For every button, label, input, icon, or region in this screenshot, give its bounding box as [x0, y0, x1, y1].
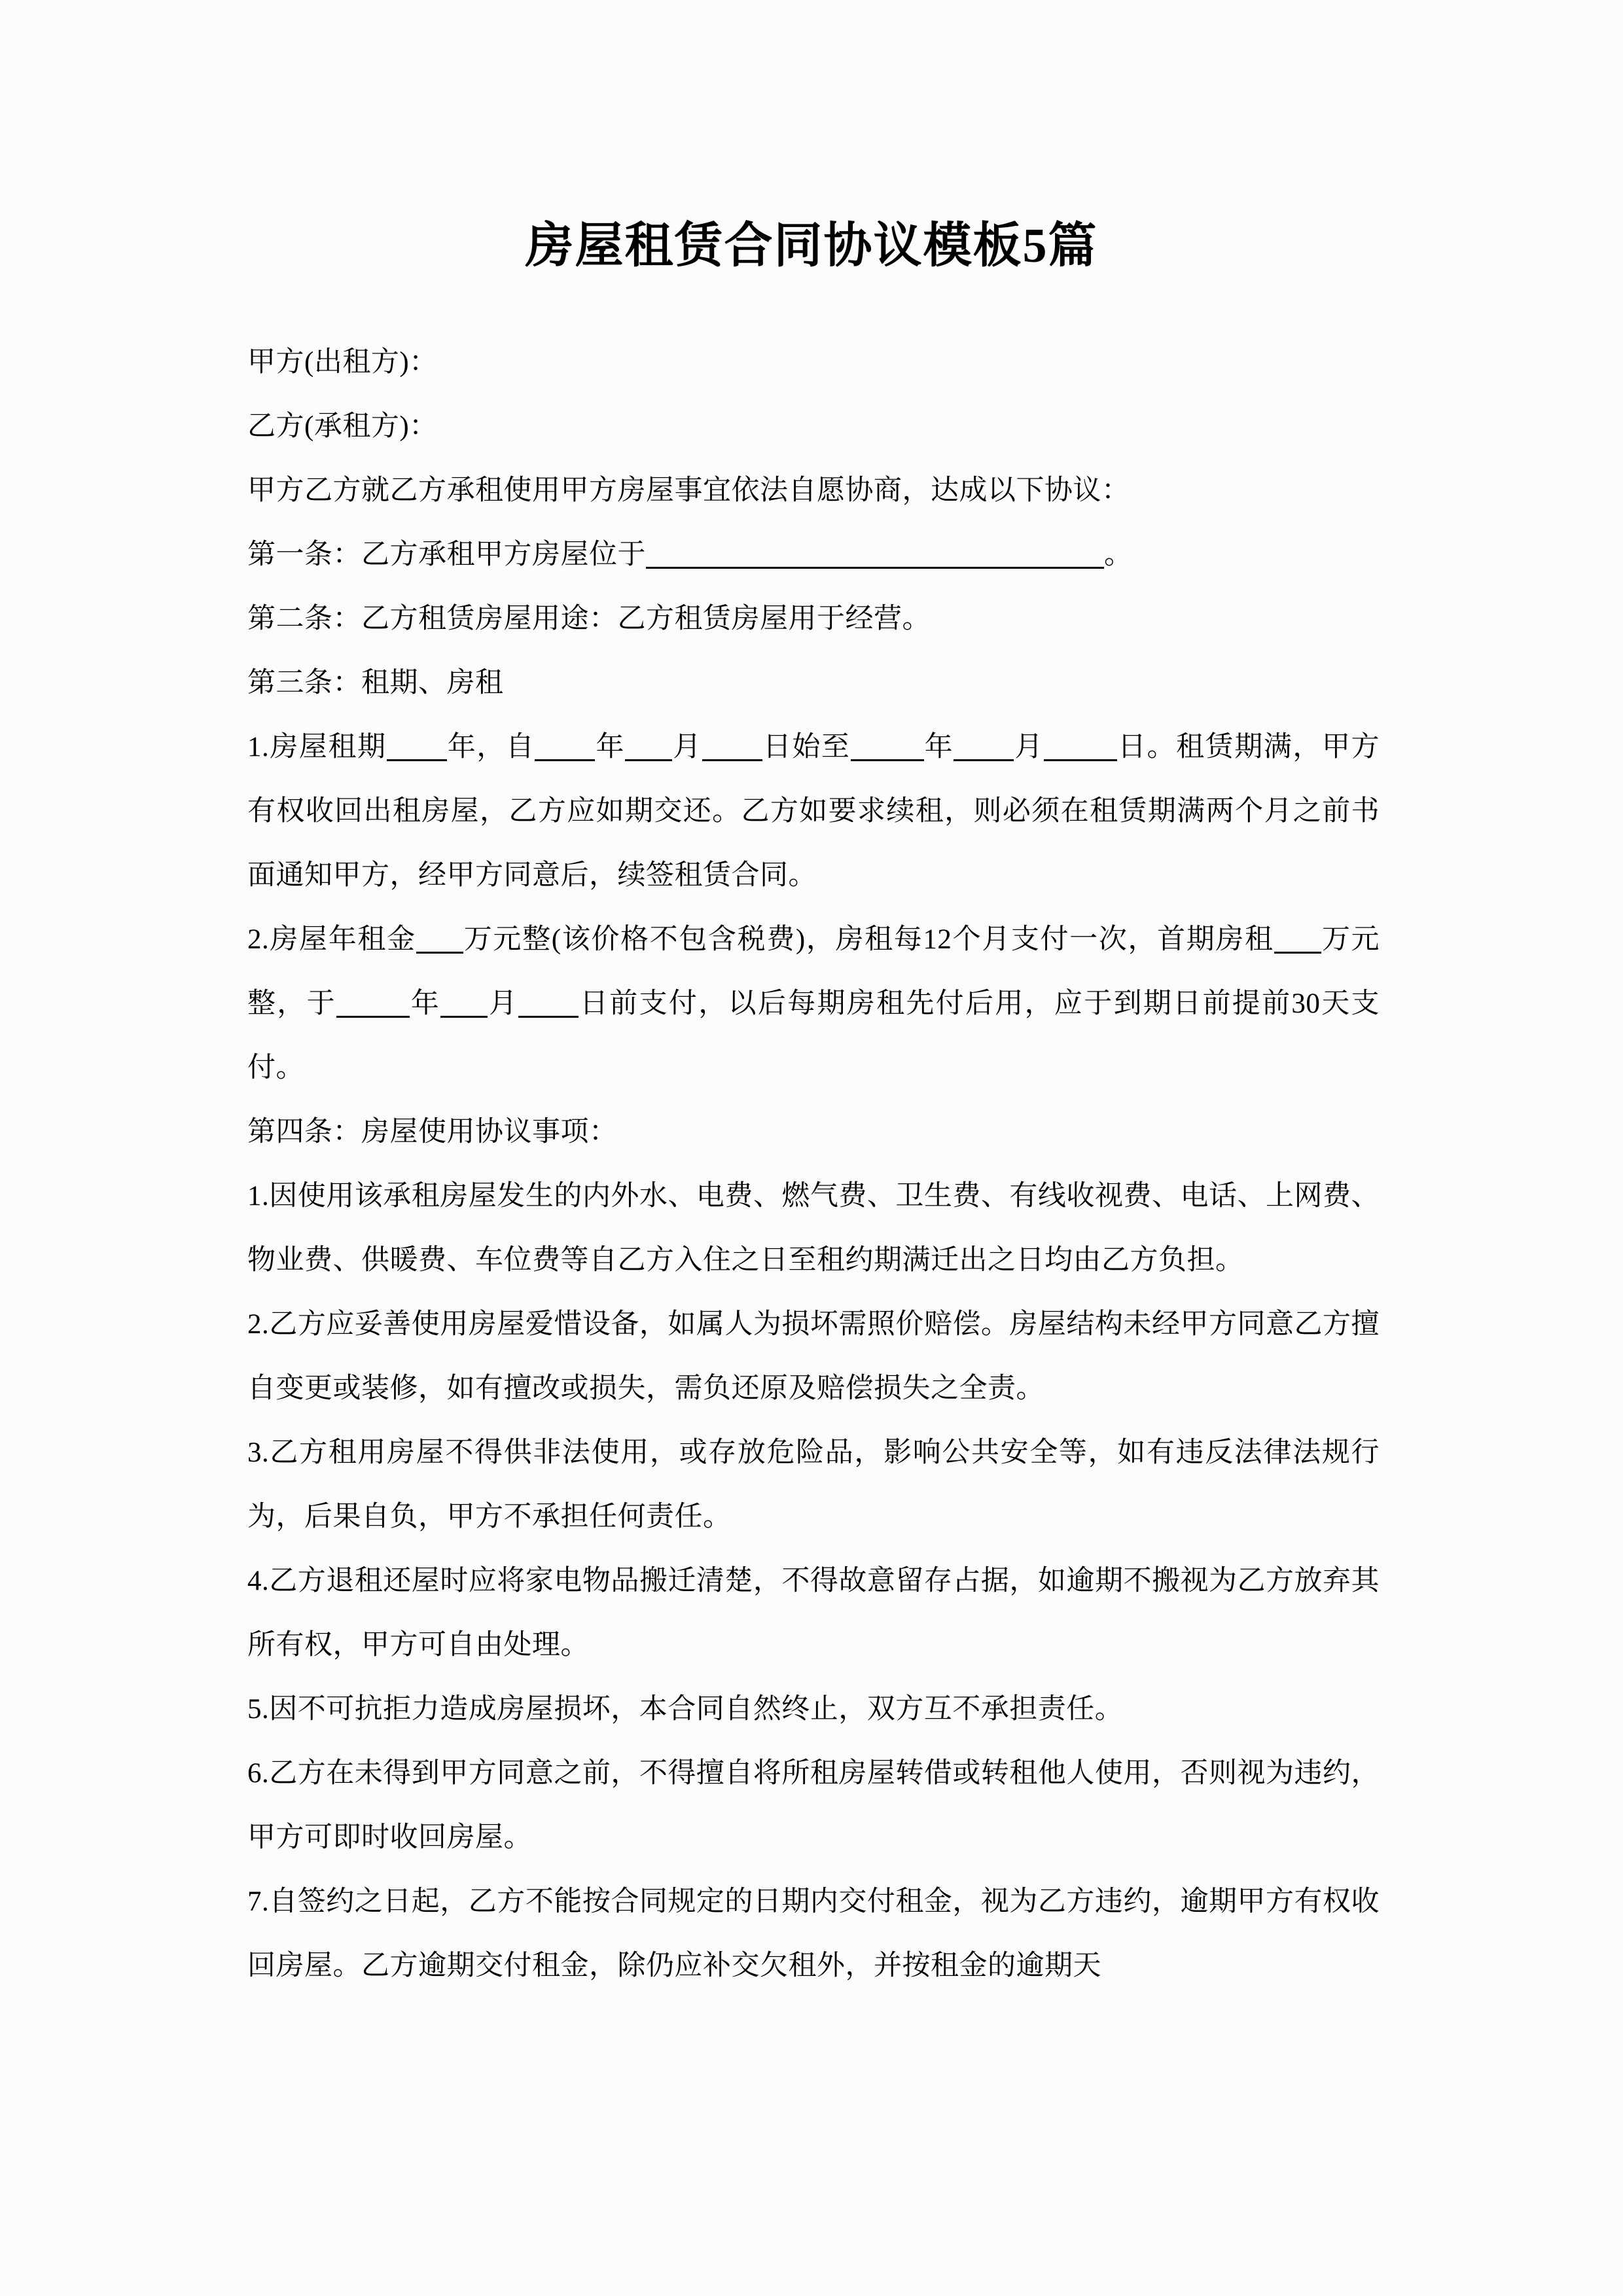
paragraph-item-4-6: 6.乙方在未得到甲方同意之前，不得擅自将所租房屋转借或转租他人使用，否则视为违约，甲方可即时收回房屋。	[247, 1758, 1380, 1853]
fill-blank-end-day	[1044, 737, 1117, 761]
fill-blank-address	[646, 545, 1104, 569]
item-3-1-seg-2: 年	[595, 732, 626, 762]
paragraph-party-a: 甲方(出租方)：	[247, 347, 438, 378]
fill-blank-pay-month	[440, 994, 488, 1018]
paragraph-article-4: 第四条：房屋使用协议事项：	[247, 1117, 618, 1147]
item-3-1-seg-5: 年	[923, 732, 954, 762]
item-3-2-seg-2: 万元整，于	[247, 924, 1380, 1019]
paragraph-item-4-4: 4.乙方退租还屋时应将家电物品搬迁清楚，不得故意留存占据，如逾期不搬视为乙方放弃其所有权，甲方可自由处理。	[247, 1566, 1380, 1660]
item-3-1-seg-1: 年，自	[446, 732, 535, 762]
fill-blank-pay-day	[518, 994, 579, 1018]
paragraph-party-b: 乙方(承租方)：	[247, 411, 438, 442]
article-1-prefix: 第一条：乙方承租甲方房屋位于	[247, 539, 646, 570]
fill-blank-start-month	[625, 737, 672, 761]
fill-blank-end-year	[851, 737, 924, 761]
fill-blank-start-day	[702, 737, 762, 761]
paragraph-item-3-1	[247, 715, 1380, 908]
article-1-suffix: 。	[1104, 539, 1133, 570]
fill-blank-annual-rent	[416, 929, 463, 954]
paragraph-item-4-7: 7.自签约之日起，乙方不能按合同规定的日期内交付租金，视为乙方违约，逾期甲方有权收回房屋。乙方逾期交付租金，除仍应补交欠租外，并按租金的逾期天	[247, 1886, 1380, 1981]
fill-blank-pay-year	[336, 994, 410, 1018]
paragraph-article-3: 第三条：租期、房租	[247, 668, 504, 698]
paragraph-item-4-1: 1.因使用该承租房屋发生的内外水、电费、燃气费、卫生费、有线收视费、电话、上网费、物业费、供暖费、车位费等自乙方入住之日至租约期满迁出之日均由乙方负担。	[247, 1181, 1380, 1276]
item-3-2-seg-1: 万元整(该价格不包含税费)，房租每12个月支付一次，首期房租	[463, 924, 1274, 955]
fill-blank-lease-years	[387, 737, 447, 761]
paragraph-item-3-2	[247, 908, 1380, 1100]
fill-blank-first-rent	[1274, 929, 1321, 954]
item-3-1-seg-4: 日始至	[762, 732, 851, 762]
item-3-1-seg-6: 月	[1014, 732, 1044, 762]
paragraph-article-1	[247, 523, 1380, 587]
paragraph-article-2: 第二条：乙方租赁房屋用途：乙方租赁房屋用于经营。	[247, 603, 931, 634]
item-3-1-seg-7: 日。租赁期满，甲方有权收回出租房屋，乙方应如期交还。乙方如要求续租，则必须在租赁期满两个月之前书面通知甲方，经甲方同意后，续签租赁合同。	[247, 732, 1380, 891]
item-3-2-seg-0: 2.房屋年租金	[247, 924, 416, 955]
paragraph-item-4-2: 2.乙方应妥善使用房屋爱惜设备，如属人为损坏需照价赔偿。房屋结构未经甲方同意乙方擅自变更或装修，如有擅改或损失，需负还原及赔偿损失之全责。	[247, 1309, 1380, 1404]
fill-blank-start-year	[535, 737, 595, 761]
item-3-1-seg-3: 月	[672, 732, 702, 762]
paragraph-item-4-5: 5.因不可抗拒力造成房屋损坏，本合同自然终止，双方互不承担责任。	[247, 1694, 1124, 1725]
item-3-2-seg-5: 日前支付，以后每期房租先付后用，应于到期日前提前30天支付。	[247, 988, 1380, 1083]
page-title: 房屋租赁合同协议模板5篇	[525, 219, 1098, 273]
item-3-2-seg-4: 月	[488, 988, 519, 1019]
item-3-2-seg-3: 年	[409, 988, 441, 1019]
paragraph-item-4-3: 3.乙方租用房屋不得供非法使用，或存放危险品，影响公共安全等，如有违反法律法规行为，后果自负，甲方不承担任何责任。	[247, 1437, 1380, 1532]
paragraph-preamble: 甲方乙方就乙方承租使用甲方房屋事宜依法自愿协商，达成以下协议：	[247, 475, 1130, 506]
item-3-1-seg-0: 1.房屋租期	[247, 732, 387, 762]
fill-blank-end-month	[954, 737, 1014, 761]
document-body	[247, 331, 1380, 1998]
